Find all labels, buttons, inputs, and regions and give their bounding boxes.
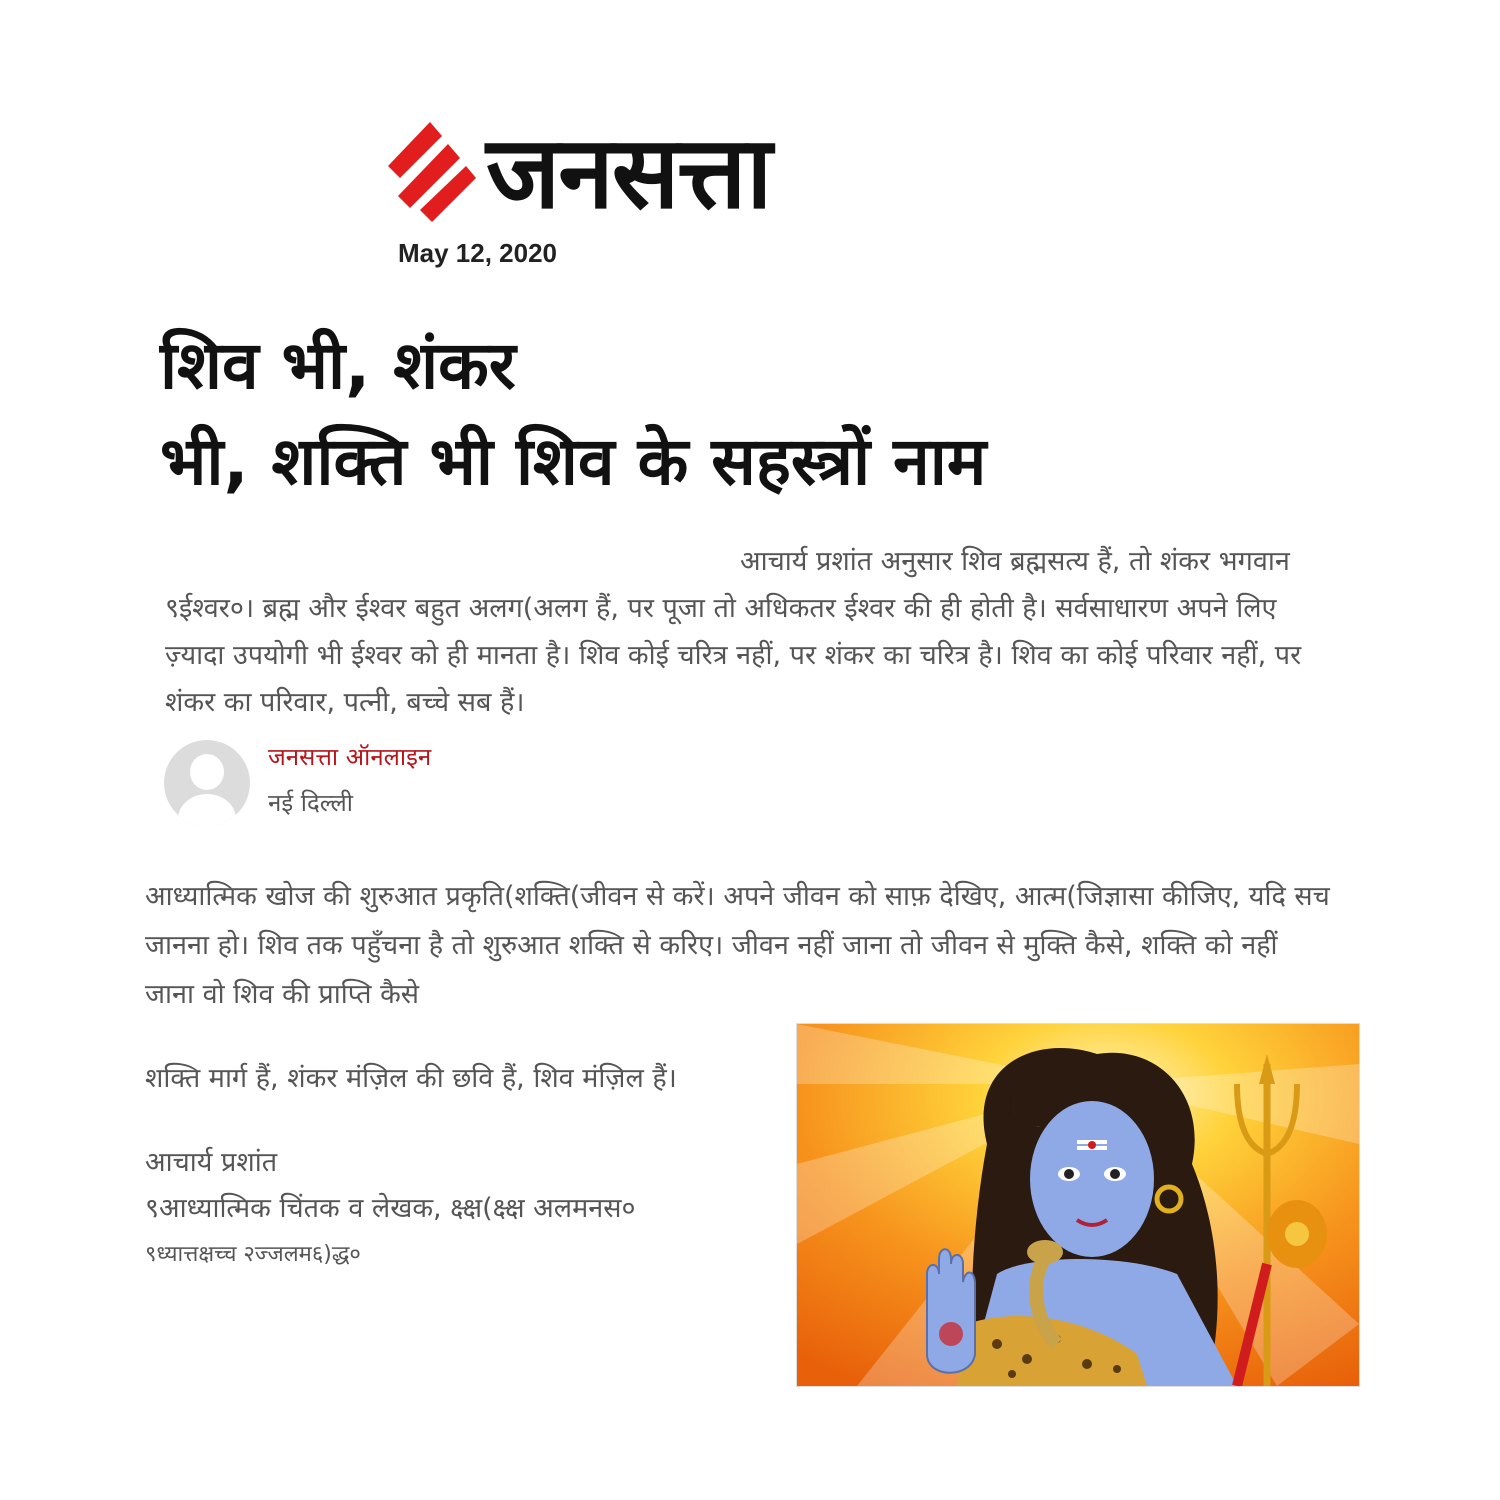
signature-code: ९ध्यात्तक्षच्च २ज्जलम६)द्ध० [145, 1242, 361, 1267]
publish-date: May 12, 2020 [398, 238, 558, 268]
signature-role: ९आध्यात्मिक चिंतक व लेखक, क्ष्क्ष(क्ष्क्ष अलमनस० [145, 1193, 636, 1224]
avatar [164, 740, 250, 826]
headline-line-1: शिव भी, शंकर [160, 327, 516, 404]
headline [160, 318, 1160, 510]
body-paragraph-2: शक्ति मार्ग हैं, शंकर मंज़िल की छवि हैं, शिव मंज़िल हैं। [145, 1063, 677, 1094]
jansatta-logo[interactable] [380, 114, 771, 231]
logo-mark-icon [380, 118, 480, 228]
logo-text: जनसत्ता [486, 114, 771, 231]
article-image [796, 1023, 1360, 1387]
author-signature [145, 1140, 785, 1278]
author-name[interactable]: जनसत्ता ऑनलाइन [268, 743, 432, 771]
author-block [164, 740, 431, 826]
shiva-illustration [797, 1024, 1359, 1386]
author-location: नई दिल्ली [268, 789, 354, 817]
article-summary: आचार्य प्रशांत अनुसार शिव ब्रह्मसत्य हैं, तो शंकर भगवान ९ईश्वर०। ब्रह्म और ईश्वर बहुत अलग(अलग हैं, पर पूजा तो अधिकतर ईश्वर की ही होती है। सर्वसाधारण अपने लिए ज़्यादा उपयोगी भी ईश्वर को ही मानता है। शिव कोई चरित्र नहीं, पर शंकर का चरित्र है। शिव का कोई परिवार नहीं, पर शंकर का परिवार, पत्नी, बच्चे सब हैं। [165, 546, 1302, 718]
headline-line-2: भी, शक्ति भी शिव के सहस्त्रों नाम [160, 423, 987, 500]
body-paragraph-1: आध्यात्मिक खोज की शुरुआत प्रकृति(शक्ति(जीवन से करें। अपने जीवन को साफ़ देखिए, आत्म(जिज्ञासा कीजिए, यदि सच जानना हो। शिव तक पहुँचना है तो शुरुआत शक्ति से करिए। जीवन नहीं जाना तो जीवन से मुक्ति कैसे, शक्ति को नहीं जाना वो शिव की प्राप्ति कैसे [145, 881, 1330, 1010]
signature-name: आचार्य प्रशांत [145, 1147, 278, 1178]
